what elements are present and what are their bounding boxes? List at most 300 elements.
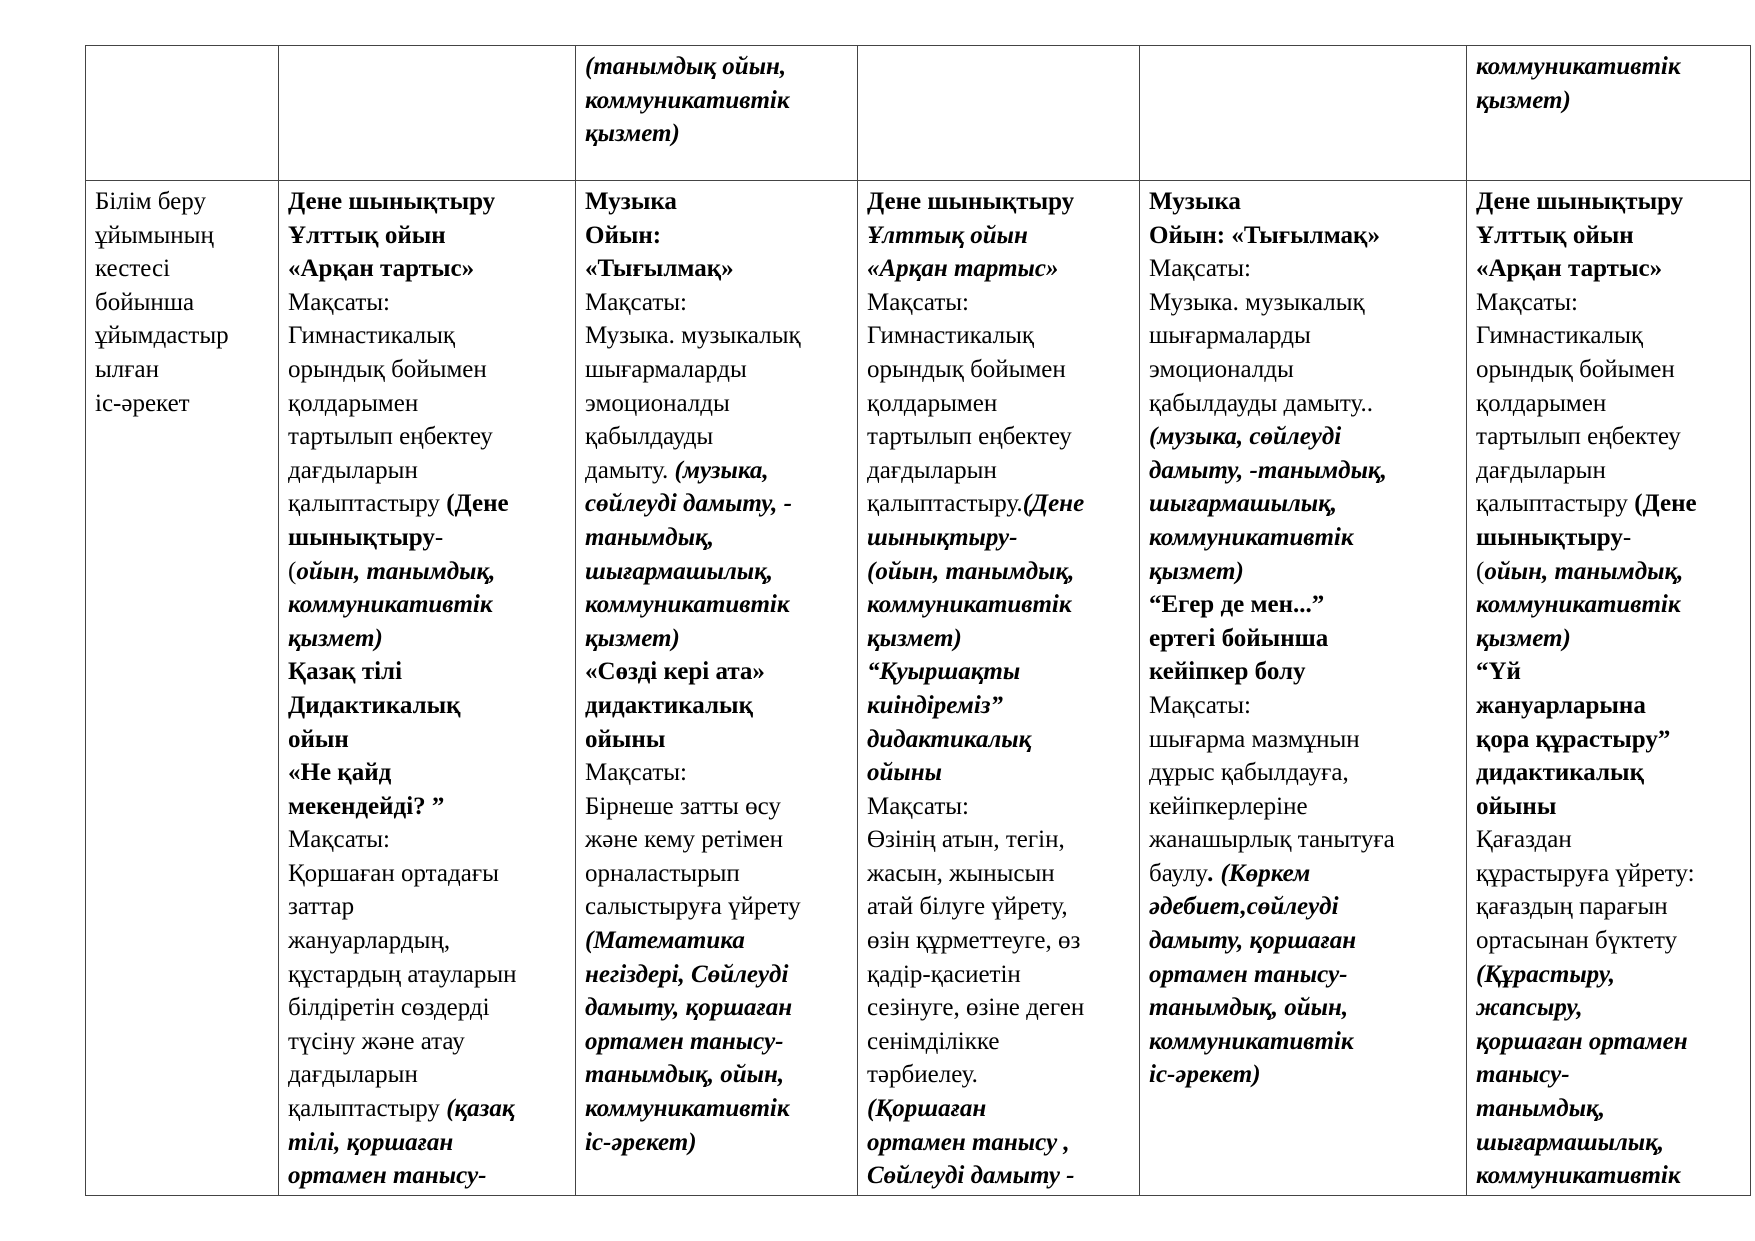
text-segment: атай білуге үйрету, [867,893,1068,921]
text-segment: ортамен танысу- [585,1027,784,1055]
text-segment: тәрбиелеу. [867,1061,978,1089]
text-segment: қалыптастыру [288,1095,447,1123]
cell-text-line [1476,555,1741,589]
cell-text-line [867,723,1130,757]
table-cell [86,46,279,181]
cell-text-line [585,353,848,387]
cell-text-line [288,723,566,757]
text-segment: қабылдауды дамыту.. [1149,389,1373,417]
text-segment: заттар [288,893,355,921]
cell-text-line [585,521,848,555]
text-segment: Музыка [1149,188,1241,215]
cell-text-line [288,454,566,488]
text-segment: тілі, қоршаған [288,1128,454,1156]
text-segment: қадір-қасиетін [867,960,1021,988]
text-segment: Гимнастикалық [1476,322,1644,350]
text-segment: ойыны [585,725,666,753]
text-segment: орындық бойымен [867,355,1066,383]
text-segment: Мақсаты: [585,759,687,787]
cell-text-line [288,185,566,219]
cell-text-line [867,924,1130,958]
text-segment: дағдыларын [288,456,418,484]
text-segment: Бірнеше затты өсу [585,792,781,820]
cell-text-line [585,1025,848,1059]
text-segment: кейіпкер болу [1149,658,1306,686]
cell-text-line [585,319,848,353]
cell-text-line [585,454,848,488]
cell-text-line [288,353,566,387]
cell-text-line [1149,890,1457,924]
cell-text-line [288,1058,566,1092]
cell-text-line [1476,50,1741,84]
text-segment: қалыптастыру. [867,490,1023,518]
cell-text-line [95,252,269,286]
cell-text-line [1149,723,1457,757]
text-segment: қызмет) [867,624,962,652]
cell-text-line [288,487,566,521]
text-segment: қолдарымен [1476,389,1607,417]
text-segment: (музыка, [674,456,769,484]
cell-text-line [585,890,848,924]
text-segment: жануарлардың, [288,927,451,955]
text-segment: ( [1476,557,1485,585]
text-segment: «Арқан тартыс» [867,255,1059,283]
cell-text-line [585,924,848,958]
text-segment: тартылып еңбектеу [1476,423,1681,451]
text-segment: - [434,523,444,551]
cell-text-line [585,50,848,84]
cell-text-line [1149,588,1457,622]
text-segment: Қағаздан [1476,826,1572,854]
text-segment: Дене шынықтыру [288,188,496,215]
text-segment: Мақсаты: [1476,288,1578,316]
text-segment: қызмет) [1149,557,1244,585]
text-segment: және кему ретімен [585,826,784,854]
cell-text-line [95,353,269,387]
cell-text-line [585,1092,848,1126]
cell-text-line [1476,924,1741,958]
cell-text-line [1149,655,1457,689]
text-segment: Мақсаты: [1149,691,1251,719]
cell-text-line [1149,1025,1457,1059]
text-segment: «Арқан тартыс» [1476,255,1663,283]
text-segment: қоршаған ортамен [1476,1027,1688,1055]
cell-text-line [585,689,848,723]
cell-text-line [1476,1058,1741,1092]
text-segment: сенімділікке [867,1027,1000,1055]
cell-text-line [1476,1025,1741,1059]
cell-text-line [585,555,848,589]
text-segment: «Арқан тартыс» [288,255,475,283]
cell-text-line [1149,353,1457,387]
text-segment: тартылып еңбектеу [867,423,1072,451]
cell-text-line [95,219,269,253]
text-segment: ортасынан бүктету [1476,927,1678,955]
cell-text-line [288,420,566,454]
text-segment: танысу- [1476,1061,1570,1089]
cell-text-line [1149,555,1457,589]
text-segment: танымдық, [1476,1095,1605,1123]
text-segment: коммуникативтік [1476,1162,1681,1190]
text-segment: қалыптастыру [288,490,447,518]
cell-text-line [95,319,269,353]
text-segment: сөйлеуді дамыту, - [585,490,792,518]
cell-text-line [585,823,848,857]
cell-text-line [867,487,1130,521]
cell-text-line [288,857,566,891]
cell-text-line [585,756,848,790]
cell-text-line [1476,890,1741,924]
cell-text-line [867,588,1130,622]
text-segment: ылған [95,355,160,383]
cell-text-line [1476,991,1741,1025]
text-segment: кестесі [95,255,171,283]
text-segment: іс-әрекет) [1149,1061,1261,1089]
table-cell [576,181,858,1196]
text-segment: шығармаларды [585,355,747,383]
cell-text-line [585,420,848,454]
table-cell [279,181,576,1196]
cell-text-line [1476,353,1741,387]
text-segment: коммуникативтік [585,591,790,619]
cell-text-line [1149,487,1457,521]
text-segment: Өзінің атын, тегін, [867,826,1065,854]
cell-text-line [1476,521,1741,555]
cell-text-line [288,387,566,421]
text-segment: Сөйлеуді дамыту - [867,1162,1075,1190]
text-segment: қызмет) [585,120,680,148]
text-segment: шығармаларды [1149,322,1311,350]
cell-text-line [288,689,566,723]
text-segment: ойыны [867,759,942,787]
cell-text-line [867,1058,1130,1092]
cell-text-line [867,890,1130,924]
cell-text-line [867,387,1130,421]
cell-text-line [585,655,848,689]
cell-text-line [1476,1092,1741,1126]
cell-text-line [867,790,1130,824]
text-segment: коммуникативтік [1476,53,1681,80]
cell-text-line [1476,958,1741,992]
text-segment: құрастыруға үйрету: [1476,859,1695,887]
text-segment: жануарларына [1476,691,1646,719]
cell-text-line [288,924,566,958]
text-segment: іс-әрекет) [585,1128,697,1156]
cell-text-line [867,1159,1130,1193]
cell-text-line [288,622,566,656]
text-segment: ұйымының [95,221,214,249]
text-segment: ертегі бойынша [1149,624,1329,652]
cell-text-line [867,655,1130,689]
cell-text-line [867,521,1130,555]
text-segment: дағдыларын [1476,456,1606,484]
cell-text-line [585,487,848,521]
cell-text-line [95,185,269,219]
text-segment: Қазақ тілі [288,658,403,686]
text-segment: Мақсаты: [288,288,390,316]
text-segment: (танымдық ойын, [585,53,787,80]
text-segment: дамыту, -танымдық, [1149,456,1387,484]
cell-text-line [1149,991,1457,1025]
text-segment: Мақсаты: [1149,255,1251,283]
cell-text-line [288,1126,566,1160]
text-segment: жапсыру, [1476,994,1583,1022]
text-segment: Білім беру [95,188,206,215]
text-segment: орналастырып [585,859,740,887]
text-segment: Дене шынықтыру [1476,188,1684,215]
text-segment: коммуникативтік [1149,1027,1354,1055]
cell-text-line [867,1126,1130,1160]
cell-text-line [288,521,566,555]
text-segment: (Дене [1634,490,1697,518]
cell-text-line [288,1025,566,1059]
text-segment: іс-әрекет [95,389,190,417]
text-segment: шығармашылық, [585,557,774,585]
text-segment: ойын [288,725,349,753]
cell-text-line [288,286,566,320]
text-segment: әдебиет,сөйлеуді [1149,893,1339,921]
text-segment: (Дене [1022,490,1085,518]
text-segment: орындық бойымен [1476,355,1675,383]
cell-text-line [1149,1058,1457,1092]
cell-text-line [867,756,1130,790]
table-cell [1140,181,1467,1196]
text-segment: Мақсаты: [288,826,390,854]
text-segment: дидактикалық [585,691,753,719]
text-segment: Мақсаты: [867,288,969,316]
cell-text-line [1476,823,1741,857]
text-segment: Дидактикалық [288,691,461,719]
text-segment: Дене шынықтыру [867,188,1075,215]
cell-text-line [867,823,1130,857]
cell-text-line [1149,420,1457,454]
text-segment: сезінуге, өзіне деген [867,994,1085,1022]
text-segment: Ұлттық ойын [867,221,1028,249]
text-segment: «Тығылмақ» [585,255,734,283]
cell-text-line [585,185,848,219]
text-segment: қағаздың парағын [1476,893,1668,921]
text-segment: шығарма мазмұнын [1149,725,1360,753]
cell-text-line [585,723,848,757]
text-segment: қызмет) [1476,86,1571,114]
cell-text-line [1149,924,1457,958]
text-segment: ойыны [1476,792,1557,820]
text-segment: қолдарымен [867,389,998,417]
text-segment: шынықтыру [288,523,435,551]
text-segment: ұйымдастыр [95,322,229,350]
cell-text-line [288,655,566,689]
table-cell [279,46,576,181]
row-header-cell [86,181,279,1196]
cell-text-line [288,1092,566,1126]
text-segment: қызмет) [288,624,383,652]
text-segment: коммуникативтік [867,591,1072,619]
cell-text-line [1476,185,1741,219]
cell-text-line [867,991,1130,1025]
text-segment: Гимнастикалық [288,322,456,350]
text-segment: дамыту, қоршаған [1149,927,1357,955]
text-segment: шынықтыру [1476,523,1623,551]
text-segment: білдіретін сөздерді [288,994,490,1022]
text-segment: шығармашылық, [1476,1128,1665,1156]
cell-text-line [1476,790,1741,824]
text-segment: Қоршаған ортадағы [288,859,499,887]
cell-text-line [585,219,848,253]
text-segment: қалыптастыру [1476,490,1635,518]
text-segment: шығармашылық, [1149,490,1338,518]
table-cell [576,46,858,181]
cell-text-line [288,756,566,790]
cell-text-line [585,1126,848,1160]
text-segment: “Қуыршақты [867,658,1021,686]
text-segment: Мақсаты: [867,792,969,820]
cell-text-line [1149,387,1457,421]
text-segment: киіндіреміз” [867,691,1004,719]
text-segment: жанашырлық танытуға [1149,826,1395,854]
cell-text-line [288,252,566,286]
cell-text-line [1149,521,1457,555]
text-segment: «Не қайд [288,759,392,787]
cell-text-line [867,219,1130,253]
text-segment: коммуникативтік [288,591,493,619]
cell-text-line [867,958,1130,992]
text-segment: салыстыруға үйрету [585,893,801,921]
cell-text-line [1476,1126,1741,1160]
text-segment: Музыка. музыкалық [1149,288,1365,316]
text-segment: орындық бойымен [288,355,487,383]
cell-text-line [867,857,1130,891]
cell-text-line [288,790,566,824]
cell-text-line [1149,454,1457,488]
text-segment: Ұлттық ойын [1476,221,1634,249]
cell-text-line [1476,84,1741,118]
cell-text-line [288,555,566,589]
cell-text-line [867,555,1130,589]
text-segment: коммуникативтік [585,86,790,114]
cell-text-line [585,387,848,421]
text-segment: ортамен танысу- [1149,960,1348,988]
cell-text-line [95,387,269,421]
text-segment: қолдарымен [288,389,419,417]
text-segment: коммуникативтік [1149,523,1354,551]
text-segment: ойын, танымдық, [1484,557,1684,585]
cell-text-line [288,319,566,353]
text-segment: Ойын: [585,221,662,249]
text-segment: дидактикалық [1476,759,1644,787]
cell-text-line [1149,790,1457,824]
cell-text-line [1149,319,1457,353]
cell-text-line [1149,286,1457,320]
text-segment: қабылдауды [585,423,714,451]
cell-text-line [585,958,848,992]
text-segment: дамыту, қоршаған [585,994,793,1022]
text-segment: (ойын, танымдық, [867,557,1075,585]
text-segment: “Егер де мен...” [1149,591,1325,619]
cell-text-line [1149,756,1457,790]
text-segment: ортамен танысу- [288,1162,487,1190]
text-segment: ортамен танысу , [867,1128,1070,1156]
cell-text-line [1476,723,1741,757]
text-segment: дидактикалық [867,725,1032,753]
text-segment: тартылып еңбектеу [288,423,493,451]
text-segment: «Сөзді кері ата» [585,658,765,686]
text-segment: коммуникативтік [585,1095,790,1123]
text-segment: өзін құрметтеуге, өз [867,927,1081,955]
cell-text-line [1476,286,1741,320]
text-segment: (қазақ [446,1095,515,1123]
text-segment: мекендейді? ” [288,792,445,820]
cell-text-line [585,588,848,622]
cell-text-line [95,286,269,320]
text-segment: кейіпкерлеріне [1149,792,1308,820]
cell-text-line [1476,622,1741,656]
text-segment: - [1622,523,1632,551]
cell-text-line [1476,420,1741,454]
cell-text-line [867,420,1130,454]
cell-text-line [1476,319,1741,353]
cell-text-line [867,454,1130,488]
text-segment: негіздері, Сөйлеуді [585,960,789,988]
cell-text-line [867,286,1130,320]
text-segment: (музыка, сөйлеуді [1149,423,1342,451]
text-segment: Ұлттық ойын [288,221,446,249]
cell-text-line [288,219,566,253]
cell-text-line [1476,1159,1741,1193]
cell-text-line [1149,689,1457,723]
cell-text-line [288,890,566,924]
text-segment: баулу [1149,859,1208,887]
cell-text-line [288,991,566,1025]
text-segment: дұрыс қабылдауға, [1149,759,1349,787]
schedule-table [85,45,1751,1196]
text-segment: “Үй [1476,658,1521,686]
table-cell [1467,181,1751,1196]
cell-text-line [1476,588,1741,622]
cell-text-line [1476,252,1741,286]
cell-text-line [867,252,1130,286]
text-segment: түсіну және атау [288,1027,465,1055]
cell-text-line [867,353,1130,387]
text-segment: танымдық, ойын, [1149,994,1349,1022]
table-cell [858,181,1140,1196]
cell-text-line [1476,219,1741,253]
cell-text-line [585,857,848,891]
table-cell [858,46,1140,181]
cell-text-line [585,1058,848,1092]
cell-text-line [1149,219,1457,253]
text-segment: қызмет) [1476,624,1571,652]
cell-text-line [1149,958,1457,992]
cell-text-line [867,185,1130,219]
cell-text-line [867,1025,1130,1059]
text-segment: Гимнастикалық [867,322,1035,350]
cell-text-line [1476,857,1741,891]
cell-text-line [288,958,566,992]
text-segment: танымдық, ойын, [585,1061,785,1089]
text-segment: коммуникативтік [1476,591,1681,619]
text-segment: Ойын: «Тығылмақ» [1149,221,1380,249]
cell-text-line [1149,823,1457,857]
cell-text-line [1476,655,1741,689]
cell-text-line [867,319,1130,353]
cell-text-line [585,622,848,656]
cell-text-line [1476,756,1741,790]
text-segment: Музыка [585,188,677,215]
text-segment: эмоционалды [585,389,730,417]
cell-text-line [1476,689,1741,723]
cell-text-line [1476,454,1741,488]
cell-text-line [585,991,848,1025]
